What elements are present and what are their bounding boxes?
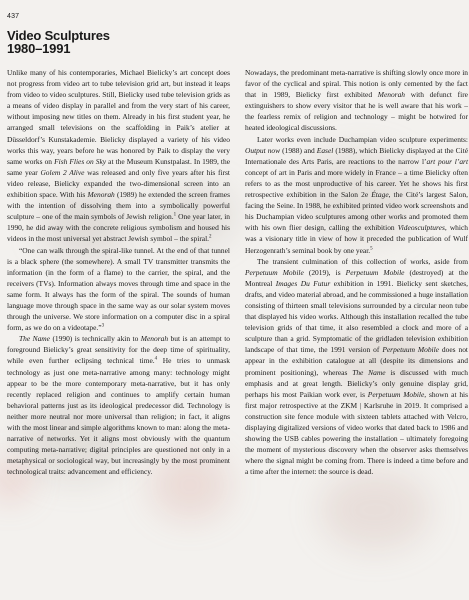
text-run: (1989) he extended the screen frames with the intention of dissolving them into a symbolically powerful sculpture – one of the main symbols of Jewish religion. [7,190,231,222]
page-title-line-1: Video Sculptures [7,28,110,43]
left-column [7,67,230,477]
paragraph [7,67,230,245]
italic-title: Perpetuum Mobile [345,267,405,277]
italic-title: Menorah [87,190,115,200]
text-run: (1988), which Bielicky displayed at the Cité Internationale des Arts Paris, are reactions to the narrow l’ [245,145,469,166]
paragraph [7,333,230,477]
text-run: Later works even include Duchampian video sculpture experiments: [257,134,468,144]
italic-title: Perpetuum Mobile [245,267,304,277]
text-run: , shown at his first major retrospective at the ZKM | Karlsruhe in 2019. It comprised a construction site fence module with sixteen tablets attached with Velcro, displaying digitalized versions of video works that dated back to 1986 and showing the USB cables powering the installation – ultimately foregoing the moment of mysterious discovery when the observer asks themselves where the signal might be coming from. There is indeed a time before and a time after the internet: the source is dead. [245,389,468,477]
paragraph [7,245,230,334]
italic-title: Fish Flies on Sky [54,156,107,166]
text-run: Nowadays, the predominant meta-narrative is shifting slowly once more in favor of the cyclical and spiral. This notion is only cemented by the fact that in 1989, Bielicky first exhibited [245,68,468,100]
text-run: Unlike many of his contemporaries, Michael Bielicky’s art concept does not progress from video art to tube television grid art, but instead it leaps from video to video sculptures. Still, Bielicky used tube television grids as a means of video display in parallel and from the very start of his career, without imposing new titles on them. Already in his first student year, he arranged small televisions on the scaffolding in Paik’s atelier at Düsseldorf’s Kunstakademie. Bielicky displayed a variety of his video works this way, years before he was honored by Paik to display the very same works on [7,68,230,166]
italic-title: Menorah [140,334,169,344]
page-number: 437 [7,13,20,20]
italic-title: Golem 2 Alive [40,167,85,177]
italic-title: Easel [316,145,334,155]
paragraph [245,134,468,256]
text-run: He tries to unmask technology as just one meta-narrative among many: technology might appear to be the more contemporary meta-narrative, but it has only recently replaced religion and continues to amplify certain human behavioral patterns just as its ideological predecessor did. Technology is neither more neutral nor more universal than religion; in fact, it aligns with the most linear and simple algorithms known to man: along the meta-narrative of networks. Yet it aligns most obviously with the quantum computing meta-narrative; digital principles are questioned not only in a metaphysical or sociological way, but increasingly by the most prominent technological traits: advancement and efficiency. [7,356,230,477]
paragraph [245,67,468,134]
italic-title: Perpetuum Mobile [382,345,439,355]
text-run: (1988) and [280,145,317,155]
page-title [7,29,110,55]
text-run: does not appear in the exhibition catalogue at all (despite its dimensions and prominent positioning), whereas [245,345,469,377]
text-run: but is an attempt to foreground Bielicky’s great sensitivity for the deep time of spirituality, while even further eclipsing technical time. [7,334,230,366]
footnote-ref: 5 [370,246,373,252]
italic-title: The Name [19,334,50,344]
text-run: was released and only five years after his first video release, Bielicky expanded the two-dimensional screen into an exhibition space. With his [7,167,230,200]
background-image [320,470,430,550]
text-run: is discussed with much emphasis and at great length. Bielicky’s only genuine display grid, perhaps his most Paikian work ever, is [245,367,468,399]
text-run: One year later, in 1990, he did away with the concrete religious symbolism and housed his videos in the most universal yet abstract Jewish symbol – the spiral. [7,212,231,244]
footnote-ref: 4 [154,356,158,362]
paragraph [245,256,468,478]
text-run: concept of art in Paris and more widely in France – a time Bielicky often refers to as the most unproductive of his career. Yet he shows his first retrospective exhibition in the Salon 2e [245,167,468,200]
italic-title: Videosculptures [397,223,445,233]
footnote-ref: 1 [173,212,177,218]
italic-title: Images Du Futur [275,278,331,288]
italic-title: The Name [352,367,386,377]
text-run: (destroyed) at the Montreal [245,267,469,288]
text-run: with defunct fire extinguishers to show every visitor that he is well aware that his work – the fearless remix of religion and technology – might be hotwired for heated ideological discussions. [245,90,468,133]
italic-title: Menorah [377,90,406,100]
page-title-line-2: 1980–1991 [7,41,71,56]
italic-title: art pour l’art [426,156,469,166]
text-run: , the Cité’s largest Salon, facing the Seine. In 1988, he exhibited printed video work screenshots and his Duchampian video sculptures among other works and promoted them with his own flier design, calling the exhibition [245,190,468,233]
text-run: (1990) is technically akin to [49,334,141,344]
footnote-ref: 2 [209,234,212,240]
text-run: exhibition in 1991. Bielicky sent sketches, drafts, and video material abroad, and he commissioned a huge installation consisting of thirteen small televisions surrounded by a circular neon tube that displayed his video works. Although this installation recalled the tube television grids of that time, it also resembled a clock and more of a sculpture than a grid. Symptomatic of the gridladen television exhibition landscape of that time, the 1991 version of [245,278,468,355]
italic-title: Output now [245,145,281,155]
text-run: “One can walk through the spiral-like tunnel. At the end of that tunnel is a black sphere (the somewhere). A small TV transmitter transmits the information (in the form of a flame) to the carrier, the spiral, and the receivers (TVs). Information always moves through time and space in the same form. It always has the form of the spiral. The sounds of human language move through space in the same way as our solar system moves through the universe. We store information on a computer disc in a spiral form, as we do on a videotape.” [7,245,230,333]
text-run: (2019), is [303,267,346,277]
text-run: at the Museum Kunstpalast. In 1989, the same year [7,156,230,177]
italic-title: Perpetuum Mobile [367,389,425,399]
italic-title: Étage [371,190,389,200]
right-column [245,67,468,477]
text-run: The transient culmination of this collection of works, aside from [257,256,468,266]
footnote-ref: 3 [101,323,105,329]
text-run: , which was a visionary title in view of how it preceded the publication of Wulf Herzogenrath’s seminal book by one year. [245,223,468,255]
